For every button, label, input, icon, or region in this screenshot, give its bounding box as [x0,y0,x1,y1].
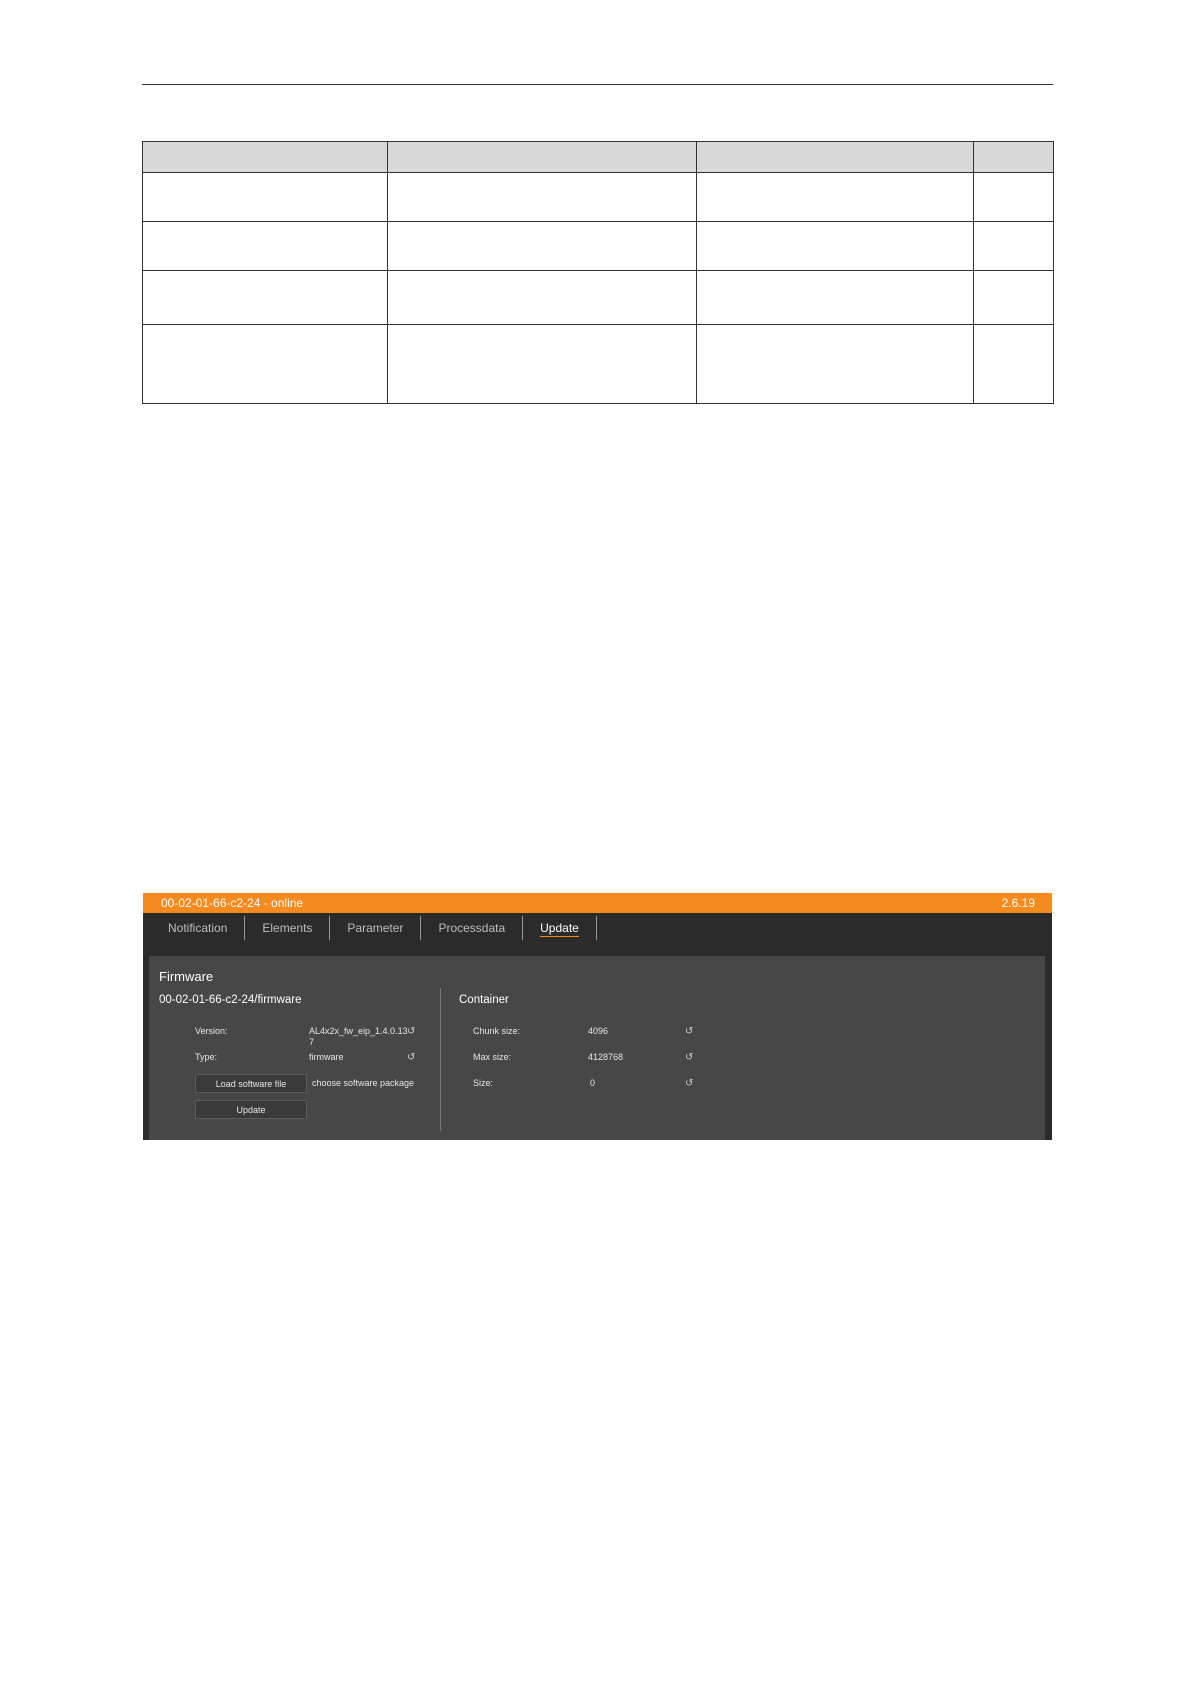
device-status: 00-02-01-66-c2-24 - online [161,896,304,910]
load-software-file-button[interactable]: Load software file [195,1074,307,1093]
choose-software-package: choose software package [312,1078,415,1088]
table-row [143,325,1054,404]
chunk-size-label: Chunk size: [473,1026,521,1036]
table-cell [697,173,974,222]
table-header-cell [143,142,388,173]
tab-parameter[interactable] [330,916,421,940]
refresh-chunk-size-icon[interactable]: ↺ [685,1026,694,1037]
table-header-cell [388,142,697,173]
tab-notification[interactable] [151,916,245,940]
table-cell [143,173,388,222]
version-badge: 2.6.19 [1001,896,1035,910]
version-value-line: 7 [309,1037,315,1047]
table-cell [974,325,1054,404]
tab-label: Parameter [347,921,404,935]
tab-processdata[interactable] [421,916,523,940]
size-label: Size: [473,1078,494,1088]
table-cell [143,325,388,404]
table-cell [388,271,697,325]
table-row [143,173,1054,222]
table-cell [974,271,1054,325]
document-table [142,141,1054,404]
refresh-max-size-icon[interactable]: ↺ [685,1052,694,1063]
header-rule [142,84,1053,85]
refresh-type-icon[interactable]: ↺ [407,1052,416,1063]
tab-label: Elements [262,921,313,935]
table-row [143,222,1054,271]
tab-label: Processdata [438,921,506,935]
device-update-screenshot [143,893,1052,1140]
column-divider [440,988,441,1131]
max-size-label: Max size: [473,1052,512,1062]
tab-label: Notification [168,921,228,935]
title-bar [143,893,1052,913]
table-cell [697,271,974,325]
version-value [309,1026,408,1048]
version-label: Version: [195,1026,228,1036]
update-content [149,956,1045,1140]
table-header-row [143,142,1054,173]
tab-elements[interactable] [245,916,330,940]
section-title: Firmware [159,969,214,984]
tab-update[interactable] [523,916,597,940]
type-value: firmware [309,1052,344,1062]
table-cell [388,222,697,271]
refresh-version-icon[interactable]: ↺ [407,1026,416,1037]
update-button[interactable]: Update [195,1100,307,1119]
table-header-cell [974,142,1054,173]
table-cell [974,222,1054,271]
table-cell [143,271,388,325]
size-value: 0 [590,1078,596,1088]
container-title: Container [459,994,509,1006]
max-size-value: 4128768 [588,1052,624,1062]
table-cell [974,173,1054,222]
type-label: Type: [195,1052,218,1062]
table-header-cell [697,142,974,173]
table-cell [143,222,388,271]
tab-bar [143,913,1052,956]
version-value-line: AL4x2x_fw_eip_1.4.0.13 [309,1026,408,1036]
firmware-path: 00-02-01-66-c2-24/firmware [159,994,302,1006]
table-cell [388,325,697,404]
table-cell [388,173,697,222]
tab-label: Update [540,921,579,935]
chunk-size-value: 4096 [588,1026,609,1036]
table-cell [697,325,974,404]
table-row [143,271,1054,325]
refresh-size-icon[interactable]: ↺ [685,1078,694,1089]
table-cell [697,222,974,271]
